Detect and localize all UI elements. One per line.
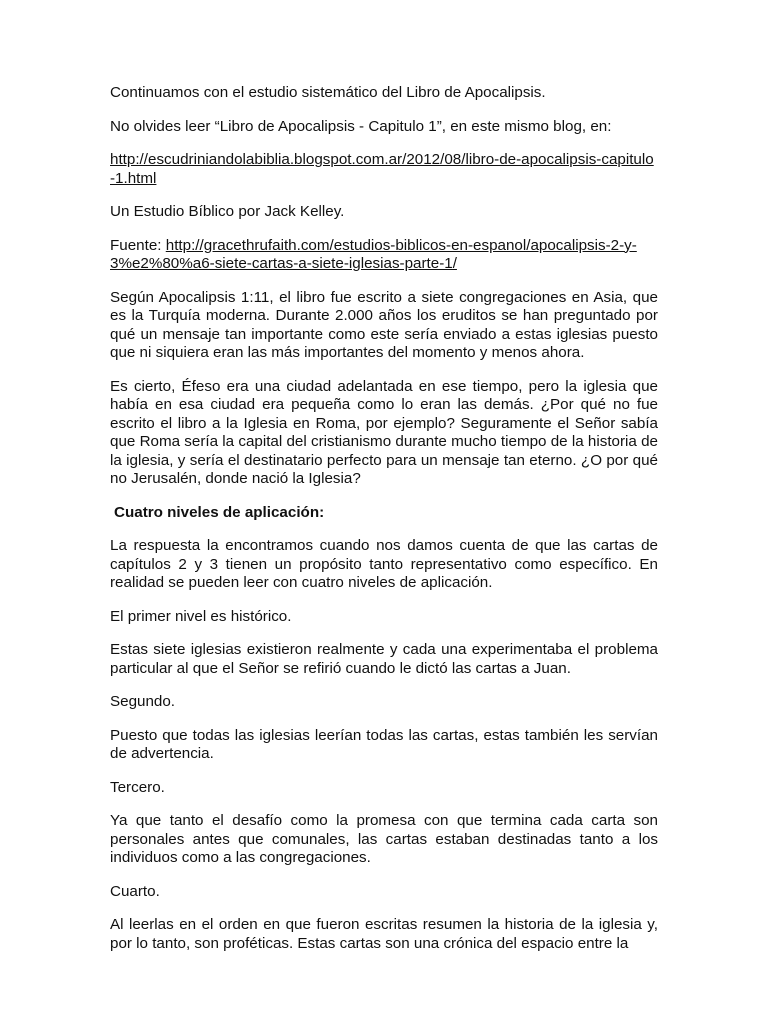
iglesias-paragraph: Estas siete iglesias existieron realmente y cada una experimentaba el problema particular al que el Señor se refirió cuando le dictó las cartas a Juan. <box>110 641 658 677</box>
source-link[interactable]: http://gracethrufaith.com/estudios-biblicos-en-espanol/apocalipsis-2-y-3%e2%80%a6-siete-cartas-a-siete-iglesias-parte-1/ <box>110 236 637 272</box>
section-heading: Cuatro niveles de aplicación: <box>114 503 325 521</box>
document-page <box>110 84 658 968</box>
primer-nivel-paragraph: El primer nivel es histórico. <box>110 607 292 625</box>
source-paragraph <box>110 237 658 274</box>
segundo-paragraph: Segundo. <box>110 693 176 710</box>
blog-link-paragraph <box>110 151 658 188</box>
desafio-paragraph: Ya que tanto el desafío como la promesa con que termina cada carta son personales antes que comunales, las cartas estaban destinadas tanto a los individuos como a las congregaciones. <box>110 812 658 866</box>
cuarto-paragraph: Cuarto. <box>110 882 160 900</box>
author-paragraph: Un Estudio Bíblico por Jack Kelley. <box>110 203 345 220</box>
advertencia-paragraph: Puesto que todas las iglesias leerían todas las cartas, estas también les servían de advertencia. <box>110 726 658 762</box>
apocalipsis-paragraph: Según Apocalipsis 1:11, el libro fue escrito a siete congregaciones en Asia, que es la Turquía moderna. Durante 2.000 años los eruditos se han preguntado por qué un mensaje tan importante como este sería enviado a estas iglesias puesto que ni siquiera eran las más importantes del momento y menos ahora. <box>110 288 658 361</box>
intro-paragraph: Continuamos con el estudio sistemático del Libro de Apocalipsis. <box>110 84 546 101</box>
respuesta-paragraph: La respuesta la encontramos cuando nos damos cuenta de que las cartas de capítulos 2 y 3 tienen un propósito tanto representativo como específico. En realidad se pueden leer con cuatro niveles de aplicación. <box>110 537 658 591</box>
tercero-paragraph: Tercero. <box>110 778 165 796</box>
efeso-paragraph: Es cierto, Éfeso era una ciudad adelantada en ese tiempo, pero la iglesia que había en esa ciudad era pequeña como lo eran las demás. ¿Por qué no fue escrito el libro a la Iglesia en Roma, por ejemplo? Seguramente el Señor sabía que Roma sería la capital del cristianismo durante mucho tiempo de la historia de la iglesia, y sería el destinatario perfecto para un mensaje tan eterno. ¿O por qué no Jerusalén, donde nació la Iglesia? <box>110 377 658 487</box>
reminder-paragraph: No olvides leer “Libro de Apocalipsis - Capitulo 1”, en este mismo blog, en: <box>110 117 612 135</box>
blog-link[interactable]: http://escudriniandolabiblia.blogspot.com.ar/2012/08/libro-de-apocalipsis-capitulo-1.html <box>110 151 654 187</box>
source-label: Fuente: <box>110 236 162 254</box>
orden-paragraph: Al leerlas en el orden en que fueron escritas resumen la historia de la iglesia y, por lo tanto, son proféticas. Estas cartas son una crónica del espacio entre la <box>110 916 658 952</box>
